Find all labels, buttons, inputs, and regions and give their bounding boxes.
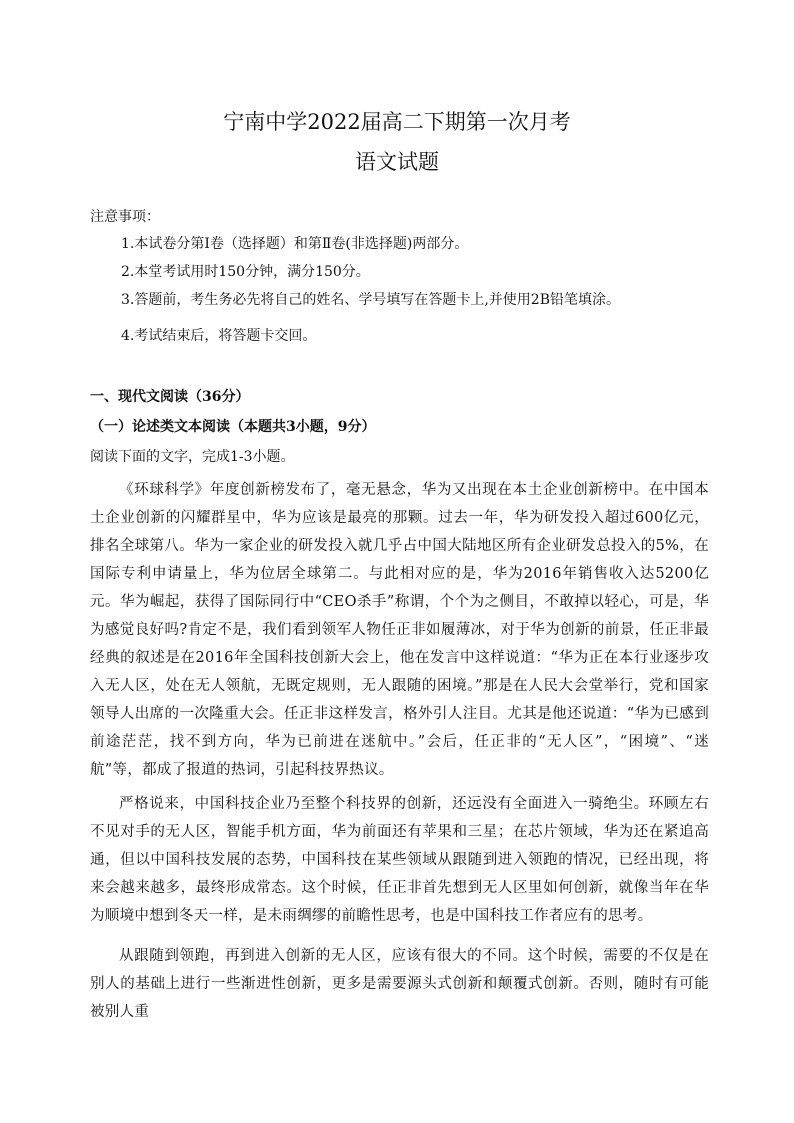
note-item: 1.本试卷分第Ⅰ卷（选择题）和第Ⅱ卷(非选择题)两部分。 <box>121 236 469 252</box>
note-item: 4.考试结束后，将答题卡交回。 <box>121 328 317 344</box>
notes-heading: 注意事项： <box>90 209 160 225</box>
exam-title: 宁南中学2022届高二下期第一次月考 <box>223 110 571 134</box>
article-paragraph: 严格说来，中国科技企业乃至整个科技界的创新，还远没有全面进入一骑绝尘。环顾左右不见对手的无人区，智能手机方面，华为前面还有苹果和三星；在芯片领域，华为还在紧追高通，但以中国科技发展的态势，中国科技在某些领域从跟随到进入领跑的情况，已经出现，将来会越来越多，最终形成常态。这个时候，任正非首先想到无人区里如何创新，就像当年在华为顺境中想到冬天一样，是未雨绸缪的前瞻性思考，也是中国科技工作者应有的思考。 <box>90 796 709 924</box>
note-item: 2.本堂考试用时150分钟，满分150分。 <box>121 264 370 280</box>
exam-subject: 语文试题 <box>355 150 439 174</box>
section-heading: 一、现代文阅读（36分） <box>90 389 250 405</box>
article-paragraph: 《环球科学》年度创新榜发布了，毫无悬念，华为又出现在本土企业创新榜中。在中国本土企业创新的闪耀群星中，华为应该是最亮的那颗。过去一年，华为研发投入超过600亿元，排名全球第八。华为一家企业的研发投入就几乎占中国大陆地区所有企业研发总投入的5%，在国际专利申请量上，华为位居全球第二。与此相对应的是，华为2016年销售收入达5200亿元。华为崛起，获得了国际同行中“CEO杀手”称谓，个个为之侧目，不敢掉以轻心，可是，华为感觉良好吗?肯定不是，我们看到领军人物任正非如履薄冰，对于华为创新的前景，任正非最经典的叙述是在2016年全国科技创新大会上，他在发言中这样说道：“华为正在本行业逐步攻入无人区，处在无人领航，无既定规则，无人跟随的困境。”那是在人民大会堂举行，党和国家领导人出席的一次隆重大会。任正非这样发言，格外引人注目。尤其是他还说道：“华为已感到前途茫茫，找不到方向，华为已前进在迷航中。”会后，任正非的“无人区”，“困境”、“迷航”等，都成了报道的热词，引起科技界热议。 <box>90 482 709 778</box>
reading-instruction: 阅读下面的文字，完成1-3小题。 <box>90 449 295 465</box>
subsection-heading: （一）论述类文本阅读（本题共3小题，9分） <box>90 419 376 435</box>
note-item: 3.答题前，考生务必先将自己的姓名、学号填写在答题卡上,并使用2B铅笔填涂。 <box>121 292 621 308</box>
article-paragraph: 从跟随到领跑，再到进入创新的无人区，应该有很大的不同。这个时候，需要的不仅是在别人的基础上进行一些渐进性创新，更多是需要源头式创新和颠覆式创新。否则，随时有可能被别人重 <box>90 948 709 1020</box>
